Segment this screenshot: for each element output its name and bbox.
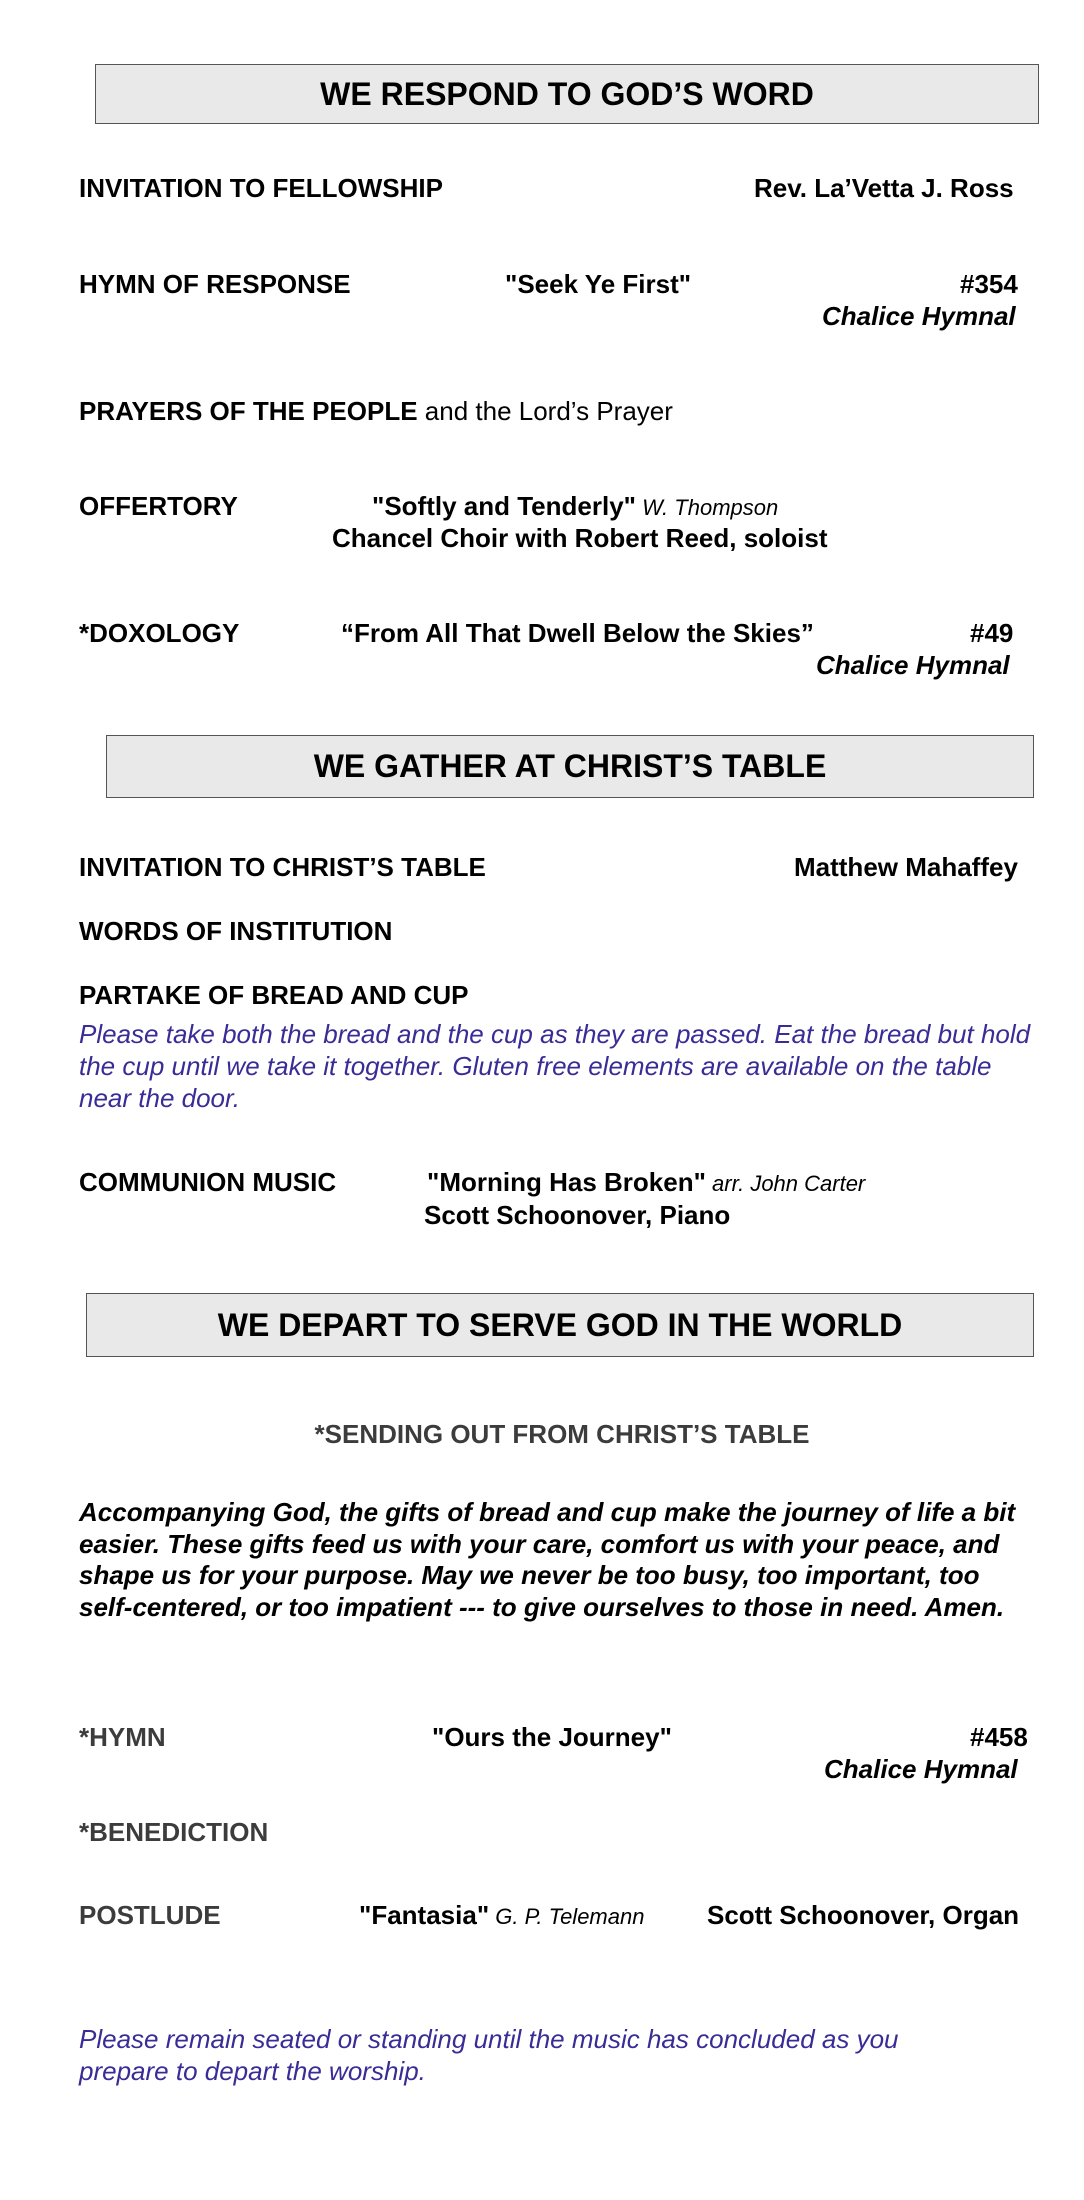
offertory-line: [372, 490, 778, 522]
communion-music-arranger: arr. John Carter: [705, 1171, 866, 1196]
fellowship-label: INVITATION TO FELLOWSHIP: [79, 173, 443, 203]
table-invitation-label: INVITATION TO CHRIST’S TABLE: [79, 852, 486, 882]
closing-hymn-label: *HYMN: [79, 1722, 166, 1752]
institution-label: WORDS OF INSTITUTION: [79, 916, 393, 946]
communion-music-line: [427, 1166, 865, 1198]
communion-music-label: COMMUNION MUSIC: [79, 1167, 337, 1197]
offertory-title: "Softly and Tenderly": [372, 491, 636, 521]
section-header-gather: [106, 735, 1034, 798]
hymn-response-number: #354: [960, 269, 1018, 299]
postlude-title: "Fantasia": [359, 1900, 490, 1930]
hymn-response-book: Chalice Hymnal: [822, 301, 1016, 331]
benediction-label: *BENEDICTION: [79, 1817, 269, 1847]
fellowship-leader: Rev. La’Vetta J. Ross: [754, 173, 1014, 203]
section-title-gather: WE GATHER AT CHRIST’S TABLE: [313, 748, 827, 784]
doxology-label: *DOXOLOGY: [79, 618, 240, 648]
offertory-label: OFFERTORY: [79, 491, 238, 521]
offertory-composer: W. Thompson: [636, 495, 779, 520]
closing-hymn-title: "Ours the Journey": [432, 1722, 672, 1752]
section-title-depart: WE DEPART TO SERVE GOD IN THE WORLD: [217, 1307, 903, 1343]
hymn-response-title: "Seek Ye First": [505, 269, 692, 299]
closing-note: Please remain seated or standing until the music has concluded as you prepare to depart the worship.: [79, 2024, 899, 2086]
section-header-depart: [86, 1293, 1034, 1357]
postlude-line: [359, 1899, 644, 1931]
sending-prayer: Accompanying God, the gifts of bread and cup make the journey of life a bit easier. These gifts feed us with your care, comfort us with your peace, and shape us for your purpose. May we never be too busy, too important, too self-centered, or too impatient --- to give ourselves to those in need. Amen.: [79, 1497, 1016, 1622]
closing-hymn-number: #458: [970, 1722, 1028, 1752]
prayers-line: [79, 395, 673, 427]
hymn-response-label: HYMN OF RESPONSE: [79, 269, 351, 299]
doxology-book: Chalice Hymnal: [816, 650, 1010, 680]
section-title-respond: WE RESPOND TO GOD’S WORD: [320, 76, 814, 112]
prayers-suffix: and the Lord’s Prayer: [417, 396, 673, 426]
postlude-label: POSTLUDE: [79, 1900, 221, 1930]
offertory-performer: Chancel Choir with Robert Reed, soloist: [332, 523, 828, 553]
communion-music-title: "Morning Has Broken": [427, 1167, 706, 1197]
partake-label: PARTAKE OF BREAD AND CUP: [79, 980, 469, 1010]
sending-label: *SENDING OUT FROM CHRIST’S TABLE: [314, 1419, 810, 1449]
section-header-respond: [95, 64, 1039, 124]
doxology-title: “From All That Dwell Below the Skies”: [341, 618, 814, 648]
communion-music-performer: Scott Schoonover, Piano: [424, 1200, 731, 1230]
postlude-performer: Scott Schoonover, Organ: [707, 1900, 1020, 1930]
prayers-label: PRAYERS OF THE PEOPLE: [79, 396, 418, 426]
partake-instructions: Please take both the bread and the cup as they are passed. Eat the bread but hold the cup until we take it together. Gluten free elements are available on the table near the door.: [79, 1019, 1031, 1113]
postlude-composer: G. P. Telemann: [489, 1904, 645, 1929]
table-invitation-leader: Matthew Mahaffey: [794, 852, 1018, 882]
doxology-number: #49: [970, 618, 1014, 648]
closing-hymn-book: Chalice Hymnal: [824, 1754, 1018, 1784]
